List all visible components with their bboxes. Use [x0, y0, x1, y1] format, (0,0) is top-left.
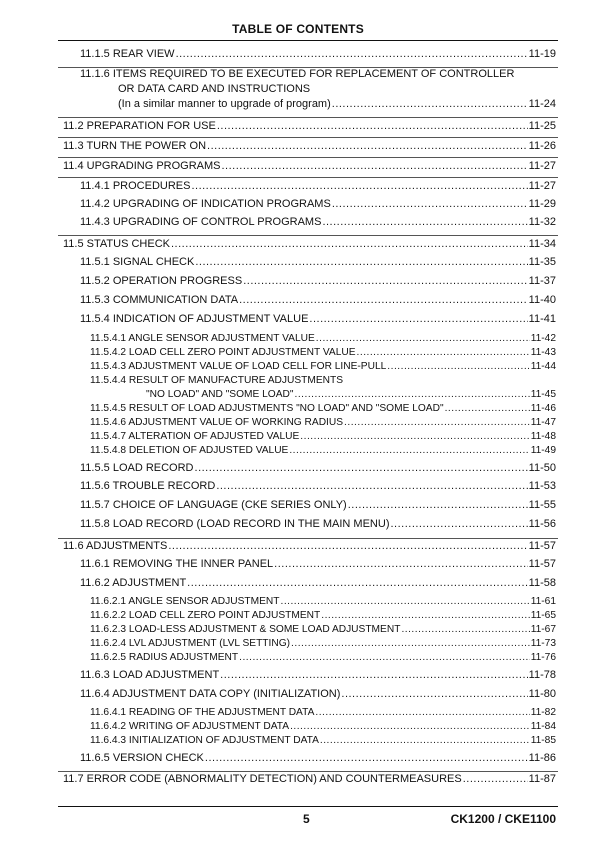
toc-entry-label: 11.6.2.1 ANGLE SENSOR ADJUSTMENT	[90, 596, 280, 607]
leader-dots	[171, 238, 528, 250]
toc-entry-page: 11-73	[530, 638, 556, 649]
leader-dots	[401, 624, 529, 635]
toc-entry[interactable]	[63, 120, 556, 132]
leader-dots	[387, 361, 529, 372]
leader-dots	[291, 638, 530, 649]
toc-entry[interactable]	[90, 638, 556, 649]
leader-dots	[207, 140, 528, 152]
toc-entry[interactable]	[80, 313, 556, 325]
toc-entry[interactable]	[90, 610, 556, 621]
toc-entry[interactable]	[80, 499, 556, 511]
toc-entry-label: 11.4.1 PROCEDURES	[80, 180, 191, 192]
leader-dots	[344, 417, 530, 428]
leader-dots	[463, 773, 528, 785]
toc-entry[interactable]	[80, 518, 556, 530]
toc-entry-page: 11-84	[530, 721, 556, 732]
toc-entry-page: 11-53	[528, 480, 556, 492]
page-title: TABLE OF CONTENTS	[232, 22, 364, 36]
leader-dots	[195, 256, 527, 268]
toc-entry-page: 11-67	[530, 624, 556, 635]
leader-dots	[316, 333, 530, 344]
toc-entry[interactable]	[90, 652, 556, 663]
toc-entry[interactable]	[80, 275, 556, 287]
toc-entry-label: 11.5.4 INDICATION OF ADJUSTMENT VALUE	[80, 313, 309, 325]
toc-entry-page: 11-29	[528, 198, 556, 210]
toc-entry-label: 11.4 UPGRADING PROGRAMS	[63, 160, 221, 172]
toc-entry-page: 11-50	[528, 462, 556, 474]
leader-dots	[195, 462, 528, 474]
separator	[58, 538, 558, 539]
toc-entry[interactable]	[90, 347, 556, 358]
toc-entry-page: 11-42	[530, 333, 556, 344]
toc-entry[interactable]	[146, 389, 556, 400]
toc-entry-label: 11.5 STATUS CHECK	[63, 238, 170, 250]
toc-entry-page: 11-58	[528, 577, 556, 589]
leader-dots	[332, 198, 528, 210]
toc-entry[interactable]	[90, 403, 556, 414]
toc-entry[interactable]	[90, 417, 556, 428]
leader-dots	[341, 688, 527, 700]
leader-dots	[320, 735, 530, 746]
toc-entry-label[interactable]: 11.1.6 ITEMS REQUIRED TO BE EXECUTED FOR REPLACEMENT OF CONTROLLER	[80, 68, 515, 80]
toc-entry[interactable]	[63, 160, 556, 172]
toc-entry-page: 11-43	[530, 347, 556, 358]
toc-entry-label: 11.6.5 VERSION CHECK	[80, 752, 204, 764]
toc-entry-label: 11.4.3 UPGRADING OF CONTROL PROGRAMS	[80, 216, 322, 228]
toc-entry[interactable]	[90, 721, 556, 732]
toc-entry[interactable]	[80, 462, 556, 474]
toc-entry-page: 11-44	[530, 361, 556, 372]
leader-dots	[205, 752, 528, 764]
toc-entry-label: 11.5.4.6 ADJUSTMENT VALUE OF WORKING RADIUS	[90, 417, 344, 428]
leader-dots	[243, 275, 527, 287]
toc-entry-page: 11-48	[530, 431, 556, 442]
toc-entry-page: 11-86	[528, 752, 556, 764]
toc-entry-page: 11-41	[528, 313, 556, 325]
toc-entry[interactable]	[63, 540, 556, 552]
separator	[58, 117, 558, 118]
toc-entry-label: 11.5.4.2 LOAD CELL ZERO POINT ADJUSTMENT VALUE	[90, 347, 356, 358]
leader-dots	[274, 558, 528, 570]
toc-entry[interactable]	[80, 688, 556, 700]
toc-entry-page: 11-78	[528, 669, 556, 681]
toc-entry-page: 11-27	[528, 160, 556, 172]
toc-entry-page: 11-19	[528, 48, 556, 60]
toc-entry-label: 11.6.4.1 READING OF THE ADJUSTMENT DATA	[90, 707, 315, 718]
toc-entry-page: 11-87	[528, 773, 556, 785]
toc-entry-page: 11-37	[528, 275, 556, 287]
toc-entry[interactable]	[80, 577, 556, 589]
leader-dots	[445, 403, 530, 414]
toc-entry[interactable]	[90, 333, 556, 344]
toc-entry-page: 11-35	[528, 256, 556, 268]
leader-dots	[176, 48, 528, 60]
leader-dots	[280, 596, 529, 607]
toc-entry-page: 11-49	[530, 445, 556, 456]
toc-entry-label: 11.5.4.8 DELETION OF ADJUSTED VALUE	[90, 445, 289, 456]
toc-entry-label: 11.5.4.3 ADJUSTMENT VALUE OF LOAD CELL FOR LINE-PULL	[90, 361, 387, 372]
toc-entry-page: 11-55	[528, 499, 556, 511]
toc-entry-page: 11-82	[530, 707, 556, 718]
leader-dots	[220, 669, 528, 681]
leader-dots	[332, 98, 528, 110]
toc-entry-label: 11.6.4.2 WRITING OF ADJUSTMENT DATA	[90, 721, 290, 732]
toc-entry[interactable]	[63, 773, 556, 785]
toc-entry-label[interactable]: 11.5.4.4 RESULT OF MANUFACTURE ADJUSTMENTS	[90, 375, 344, 386]
toc-entry-page: 11-26	[528, 140, 556, 152]
toc-entry-page: 11-27	[528, 180, 556, 192]
toc-entry-label: 11.5.2 OPERATION PROGRESS	[80, 275, 243, 287]
toc-entry-page: 11-47	[530, 417, 556, 428]
footer-rule	[58, 806, 558, 807]
toc-entry-label: 11.6.4 ADJUSTMENT DATA COPY (INITIALIZATION)	[80, 688, 341, 700]
toc-entry[interactable]	[118, 98, 556, 110]
leader-dots	[239, 652, 530, 663]
leader-dots	[168, 540, 527, 552]
toc-entry-label: 11.5.8 LOAD RECORD (LOAD RECORD IN THE MAIN MENU)	[80, 518, 390, 530]
leader-dots	[216, 480, 527, 492]
leader-dots	[357, 347, 530, 358]
toc-entry-page: 11-57	[528, 540, 556, 552]
toc-entry[interactable]	[80, 180, 556, 192]
toc-entry[interactable]	[63, 238, 556, 250]
toc-entry-label: 11.5.3 COMMUNICATION DATA	[80, 294, 239, 306]
toc-entry-label: 11.6 ADJUSTMENTS	[63, 540, 168, 552]
toc-entry-label: 11.5.6 TROUBLE RECORD	[80, 480, 216, 492]
toc-entry[interactable]	[80, 198, 556, 210]
toc-entry[interactable]	[80, 256, 556, 268]
toc-entry-label: 11.6.1 REMOVING THE INNER PANEL	[80, 558, 274, 570]
toc-entry-label: 11.6.2.5 RADIUS ADJUSTMENT	[90, 652, 239, 663]
toc-entry-page: 11-56	[528, 518, 556, 530]
toc-entry-label: (In a similar manner to upgrade of program)	[118, 98, 331, 110]
leader-dots	[290, 721, 530, 732]
toc-entry-label: 11.5.4.1 ANGLE SENSOR ADJUSTMENT VALUE	[90, 333, 315, 344]
toc-entry-page: 11-32	[528, 216, 556, 228]
toc-entry-page: 11-40	[528, 294, 556, 306]
toc-entry[interactable]	[80, 669, 556, 681]
toc-entry-label: OR DATA CARD AND INSTRUCTIONS	[118, 83, 311, 95]
leader-dots	[187, 577, 528, 589]
leader-dots	[322, 216, 527, 228]
leader-dots	[289, 445, 529, 456]
leader-dots	[300, 431, 529, 442]
separator	[58, 157, 558, 158]
toc-entry[interactable]	[90, 431, 556, 442]
toc-entry[interactable]	[80, 216, 556, 228]
toc-entry-label: 11.3 TURN THE POWER ON	[63, 140, 207, 152]
leader-dots	[390, 518, 527, 530]
leader-dots	[191, 180, 527, 192]
toc-entry-label: 11.5.7 CHOICE OF LANGUAGE (CKE SERIES ONLY)	[80, 499, 347, 511]
leader-dots	[348, 499, 528, 511]
separator	[58, 235, 558, 236]
toc-entry[interactable]	[90, 361, 556, 372]
separator	[58, 771, 558, 772]
toc-entry[interactable]	[80, 48, 556, 60]
toc-entry-label: 11.6.2.3 LOAD-LESS ADJUSTMENT & SOME LOAD ADJUSTMENT	[90, 624, 401, 635]
toc-entry-page: 11-76	[530, 652, 556, 663]
toc-entry[interactable]	[90, 735, 556, 746]
leader-dots	[239, 294, 528, 306]
toc-entry-label: 11.6.3 LOAD ADJUSTMENT	[80, 669, 220, 681]
toc-entry-label: 11.6.2.2 LOAD CELL ZERO POINT ADJUSTMENT	[90, 610, 321, 621]
toc-entry[interactable]	[90, 596, 556, 607]
leader-dots	[309, 313, 527, 325]
toc-entry[interactable]	[90, 445, 556, 456]
toc-entry[interactable]	[90, 624, 556, 635]
leader-dots	[217, 120, 528, 132]
separator	[58, 177, 558, 178]
toc-entry-label: 11.6.4.3 INITIALIZATION OF ADJUSTMENT DATA	[90, 735, 319, 746]
toc-entry-page: 11-46	[530, 403, 556, 414]
leader-dots	[295, 389, 530, 400]
leader-dots	[321, 610, 529, 621]
toc-entry-label: 11.4.2 UPGRADING OF INDICATION PROGRAMS	[80, 198, 331, 210]
toc-entry-page: 11-57	[528, 558, 556, 570]
toc-entry-page: 11-45	[530, 389, 556, 400]
toc-entry[interactable]	[63, 140, 556, 152]
separator	[58, 137, 558, 138]
toc-entry[interactable]	[80, 480, 556, 492]
toc-entry-label: 11.7 ERROR CODE (ABNORMALITY DETECTION) AND COUNTERMEASURES	[63, 773, 462, 785]
toc-entry[interactable]	[80, 752, 556, 764]
toc-entry-label: 11.5.4.7 ALTERATION OF ADJUSTED VALUE	[90, 431, 300, 442]
page-number: 5	[303, 812, 310, 826]
toc-entry-page: 11-65	[530, 610, 556, 621]
toc-entry-label: 11.6.2.4 LVL ADJUSTMENT (LVL SETTING)	[90, 638, 291, 649]
toc-entry-label: 11.5.1 SIGNAL CHECK	[80, 256, 195, 268]
toc-entry-label: 11.5.4.5 RESULT OF LOAD ADJUSTMENTS "NO LOAD" AND "SOME LOAD"	[90, 403, 444, 414]
toc-entry-page: 11-25	[528, 120, 556, 132]
toc-entry-page: 11-61	[530, 596, 556, 607]
toc-entry-label: 11.2 PREPARATION FOR USE	[63, 120, 216, 132]
toc-entry[interactable]	[80, 558, 556, 570]
leader-dots	[222, 160, 528, 172]
toc-entry-label: 11.5.5 LOAD RECORD	[80, 462, 194, 474]
toc-entry-label: "NO LOAD" AND "SOME LOAD"	[146, 389, 294, 400]
toc-entry-page: 11-85	[530, 735, 556, 746]
toc-entry-page: 11-34	[528, 238, 556, 250]
toc-entry[interactable]	[80, 294, 556, 306]
model-name: CK1200 / CKE1100	[450, 812, 556, 826]
leader-dots	[315, 707, 529, 718]
header-rule	[58, 40, 558, 41]
toc-entry-page: 11-24	[528, 98, 556, 110]
toc-entry-page: 11-80	[528, 688, 556, 700]
toc-entry-label: 11.1.5 REAR VIEW	[80, 48, 175, 60]
toc-entry[interactable]	[90, 707, 556, 718]
toc-entry-label: 11.6.2 ADJUSTMENT	[80, 577, 187, 589]
